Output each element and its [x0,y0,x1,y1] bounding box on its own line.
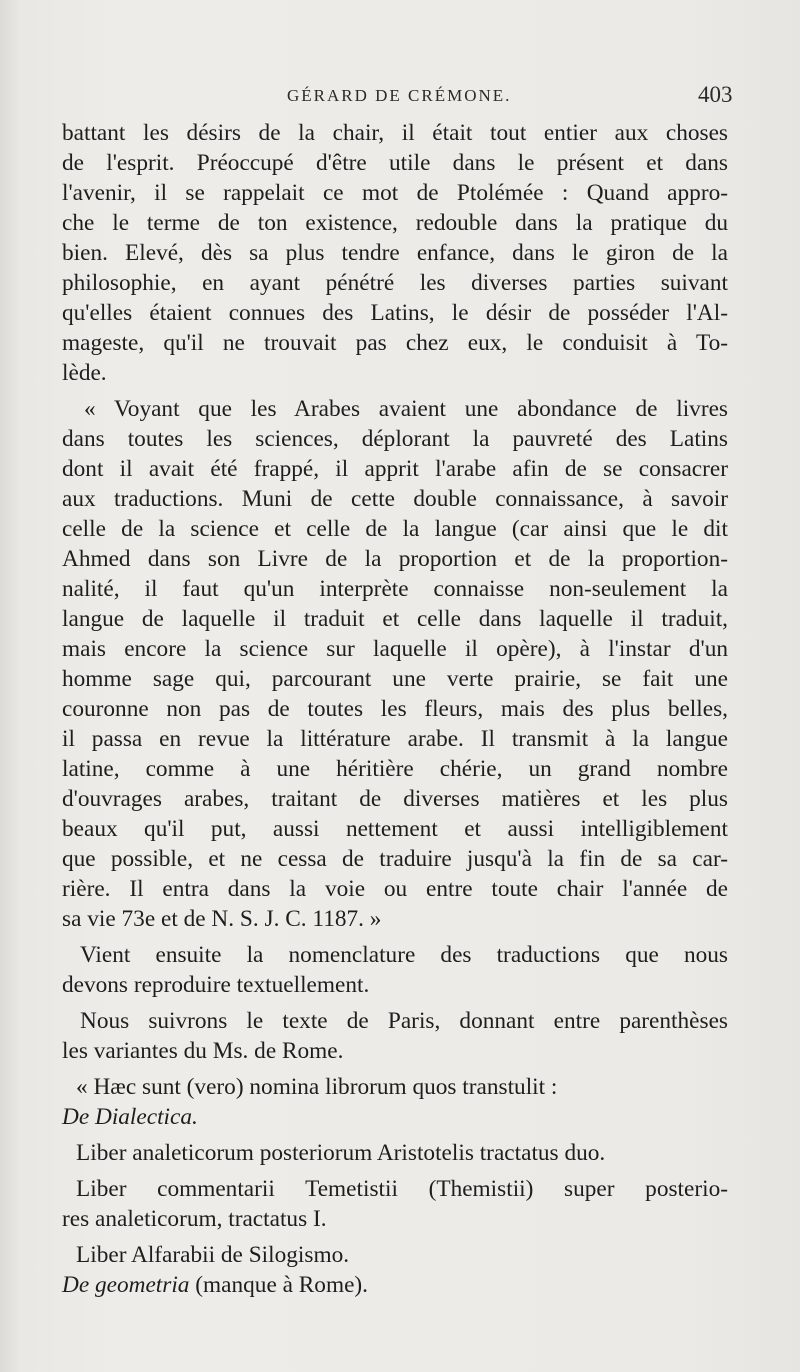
text-line: res analeticorum, tractatus I. [62,1206,327,1232]
text-line: battant les désirs de la chair, il était tout entier aux choses [62,120,728,146]
section-heading-note: (manque à Rome). [189,1272,369,1298]
text-line: Liber Alfarabii de Silogismo. [76,1242,350,1268]
paragraph-6 [62,1138,728,1168]
text-line: l'avenir, il se rappelait ce mot de Ptolémée : Quand appro- [62,180,728,206]
text-line: d'ouvrages arabes, traitant de diverses matières et les plus [62,786,728,812]
text-line: Vient ensuite la nomenclature des traductions que nous [80,942,728,968]
text-line: dont il avait été frappé, il apprit l'arabe afin de se consacrer [62,456,728,482]
text-line: couronne non pas de toutes les fleurs, mais des plus belles, [62,696,728,722]
text-line: langue de laquelle il traduit et celle dans laquelle il traduit, [62,606,728,632]
text-line: homme sage qui, parcourant une verte prairie, se fait une [62,666,728,692]
text-line: bien. Elevé, dès sa plus tendre enfance, dans le giron de la [62,240,728,266]
page-number: 403 [698,82,733,107]
text-line: aux traductions. Muni de cette double connaissance, à savoir [62,486,728,512]
paragraph-8 [62,1240,728,1270]
text-line: « Hæc sunt (vero) nomina librorum quos transtulit : [76,1074,558,1100]
text-line: il passa en revue la littérature arabe. Il transmit à la langue [62,726,728,752]
paragraph-7 [62,1174,728,1234]
text-line: qu'elles étaient connues des Latins, le désir de posséder l'Al- [62,300,728,326]
text-line: que possible, et ne cessa de traduire jusqu'à la fin de sa car- [62,846,728,872]
text-line: nalité, il faut qu'un interprète connaisse non-seulement la [62,576,728,602]
text-line: mais encore la science sur laquelle il opère), à l'instar d'un [62,636,728,662]
section-heading: De Dialectica. [62,1104,198,1130]
text-line: Ahmed dans son Livre de la proportion et de la proportion- [62,546,728,572]
section-heading-geometria [62,1270,728,1300]
body-text [62,118,728,1300]
text-line: lède. [62,360,107,386]
text-line: les variantes du Ms. de Rome. [62,1038,344,1064]
text-line: che le terme de ton existence, redouble dans la pratique du [62,210,728,236]
paragraph-2-quote [62,394,728,934]
running-title: GÉRARD DE CRÉMONE. [287,86,512,105]
text-line: dans toutes les sciences, déplorant la pauvreté des Latins [62,426,728,452]
text-line: latine, comme à une héritière chérie, un grand nombre [62,756,728,782]
text-line: celle de la science et celle de la langue (car ainsi que le dit [62,516,728,542]
section-heading-dialectica [62,1102,728,1132]
text-line: rière. Il entra dans la voie ou entre toute chair l'année de [62,876,728,902]
text-line: sa vie 73e et de N. S. J. C. 1187. » [62,906,382,932]
text-line: de l'esprit. Préoccupé d'être utile dans le présent et dans [62,150,728,176]
text-line: Nous suivrons le texte de Paris, donnant entre parenthèses [80,1008,728,1034]
paragraph-4 [62,1006,728,1066]
text-line: beaux qu'il put, aussi nettement et aussi intelligiblement [62,816,728,842]
page-header [0,82,800,116]
paragraph-1 [62,118,728,388]
section-heading: De geometria [62,1272,190,1298]
text-line: « Voyant que les Arabes avaient une abondance de livres [84,396,728,422]
paragraph-3 [62,940,728,1000]
text-line: devons reproduire textuellement. [62,972,370,998]
text-line: mageste, qu'il ne trouvait pas chez eux, le conduisit à To- [62,330,728,356]
text-line: Liber analeticorum posteriorum Aristotelis tractatus duo. [76,1140,606,1166]
paragraph-5-latin-quote [62,1072,728,1102]
text-line: Liber commentarii Temetistii (Themistii) super posterio- [76,1176,728,1202]
section-heading-line [62,1270,728,1300]
text-line: philosophie, en ayant pénétré les diverses parties suivant [62,270,728,296]
